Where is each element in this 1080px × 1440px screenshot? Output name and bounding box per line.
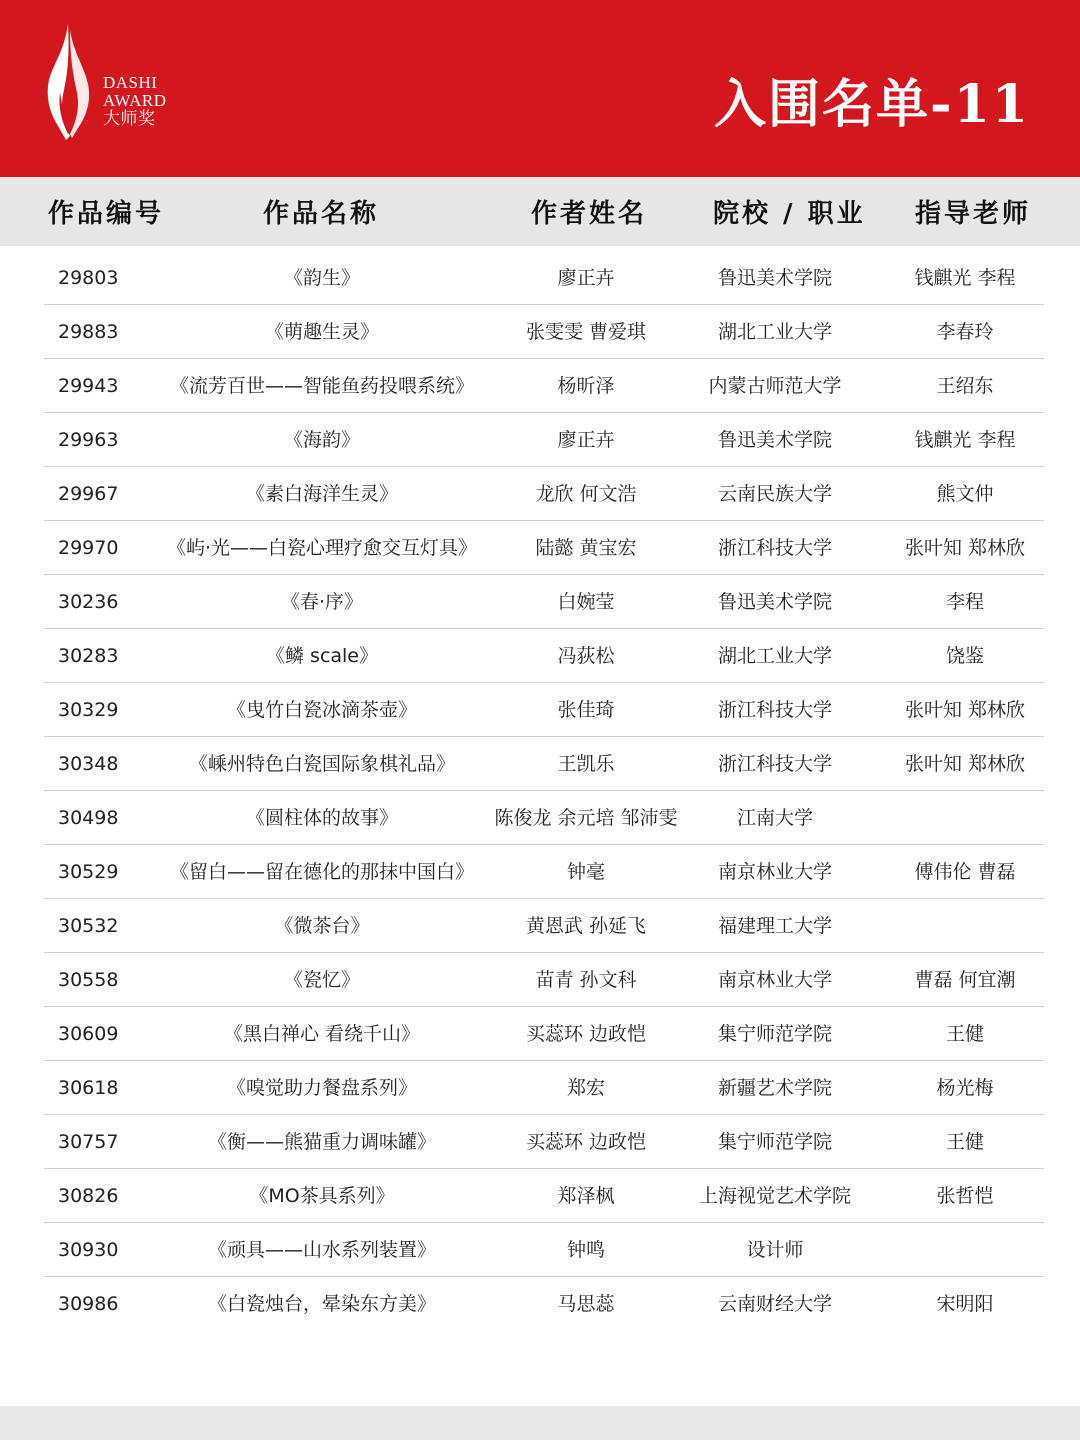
table-row [44,359,1044,413]
table-row [44,467,1044,521]
cell-id: 30558 [58,969,119,991]
cell-author: 张佳琦 [557,699,615,721]
column-header-teacher: 指导老师 [915,199,1032,229]
header-banner [0,0,1080,177]
table-row [44,1007,1044,1061]
cell-name: 《流芳百世——智能鱼药投喂系统》 [169,375,475,397]
cell-id: 30329 [58,699,119,721]
cell-id: 30986 [58,1293,119,1315]
cell-name: 《瓷忆》 [283,969,361,991]
cell-school: 内蒙古师范大学 [708,375,842,397]
column-header-author: 作者姓名 [531,199,648,229]
cell-id: 30348 [58,753,119,775]
cell-id: 30529 [58,861,119,883]
cell-id: 30930 [58,1239,119,1261]
cell-id: 29883 [58,321,119,343]
cell-author: 黄恩武 孙延飞 [525,915,647,937]
cell-name: 《春·序》 [280,591,364,613]
cell-school: 云南财经大学 [717,1293,833,1315]
cell-name: 《屿·光——白瓷心理疗愈交互灯具》 [166,537,478,559]
table-row [44,1169,1044,1223]
cell-teacher: 熊文仲 [936,483,994,505]
cell-school: 集宁师范学院 [717,1131,833,1153]
cell-author: 廖正卉 [557,429,615,451]
cell-name: 《萌趣生灵》 [264,321,380,343]
cell-school: 新疆艺术学院 [717,1077,833,1099]
cell-id: 30532 [58,915,119,937]
cell-name: 《微茶台》 [274,915,370,937]
cell-school: 云南民族大学 [717,483,833,505]
cell-school: 湖北工业大学 [717,645,833,667]
cell-school: 南京林业大学 [717,969,833,991]
cell-name: 《韵生》 [283,267,361,289]
cell-author: 陈俊龙 余元培 邹沛雯 [494,807,678,829]
cell-teacher: 钱麒光 李程 [914,267,1016,289]
cell-name: 《留白——留在德化的那抹中国白》 [169,861,475,883]
cell-school: 鲁迅美术学院 [717,591,833,613]
cell-teacher: 曹磊 何宜潮 [914,969,1016,991]
cell-id: 30826 [58,1185,119,1207]
table-row [44,1115,1044,1169]
cell-id: 29970 [58,537,119,559]
cell-id: 29963 [58,429,119,451]
cell-name: 《白瓷烛台，晕染东方美》 [207,1293,437,1315]
cell-teacher: 王绍东 [936,375,994,397]
table-row [44,521,1044,575]
cell-name: 《衡——熊猫重力调味罐》 [207,1131,437,1153]
cell-id: 30498 [58,807,119,829]
cell-school: 浙江科技大学 [717,753,833,775]
cell-id: 30757 [58,1131,119,1153]
cell-author: 钟鸣 [566,1239,606,1261]
cell-author: 廖正卉 [557,267,615,289]
table-row [44,1223,1044,1277]
table-row [44,251,1044,305]
cell-teacher: 张叶知 郑林欣 [904,699,1026,721]
cell-teacher: 杨光梅 [936,1077,994,1099]
column-header-id: 作品编号 [48,199,165,229]
cell-school: 集宁师范学院 [717,1023,833,1045]
cell-teacher: 钱麒光 李程 [914,429,1016,451]
cell-id: 29803 [58,267,119,289]
cell-school: 浙江科技大学 [717,699,833,721]
cell-author: 钟毫 [566,861,606,883]
cell-name: 《MO茶具系列》 [249,1185,395,1207]
cell-author: 马思蕊 [557,1293,615,1315]
dashi-award-logo-icon [40,22,96,144]
cell-teacher: 王健 [945,1023,985,1045]
cell-teacher: 李春玲 [936,321,994,343]
table-row [44,683,1044,737]
cell-school: 江南大学 [736,807,814,829]
cell-author: 龙欣 何文浩 [535,483,637,505]
cell-id: 29967 [58,483,119,505]
cell-teacher: 宋明阳 [936,1293,994,1315]
brand-line-1: DASHI [103,73,158,92]
cell-author: 冯荻松 [557,645,615,667]
cell-teacher: 张叶知 郑林欣 [904,753,1026,775]
cell-school: 浙江科技大学 [717,537,833,559]
cell-author: 买蕊环 边政恺 [525,1023,647,1045]
page-title: 入围名单-11 [714,74,1030,135]
cell-author: 苗青 孙文科 [535,969,637,991]
cell-teacher: 李程 [945,591,985,613]
table-row [44,791,1044,845]
table-header [0,177,1080,246]
footer-band [0,1406,1080,1440]
cell-school: 设计师 [746,1239,804,1261]
cell-name: 《嗅觉助力餐盘系列》 [226,1077,418,1099]
cell-school: 南京林业大学 [717,861,833,883]
cell-name: 《素白海洋生灵》 [245,483,399,505]
cell-id: 29943 [58,375,119,397]
table-row [44,413,1044,467]
cell-id: 30618 [58,1077,119,1099]
brand-line-2: AWARD [103,91,167,110]
cell-id: 30609 [58,1023,119,1045]
brand-line-3: 大师奖 [103,109,156,129]
cell-author: 白婉莹 [557,591,615,613]
cell-teacher: 张哲恺 [936,1185,994,1207]
cell-author: 买蕊环 边政恺 [525,1131,647,1153]
table-body [44,251,1044,1331]
table-row [44,1277,1044,1331]
column-header-name: 作品名称 [263,199,380,229]
cell-author: 郑泽枫 [557,1185,615,1207]
cell-id: 30283 [58,645,119,667]
table-row [44,575,1044,629]
cell-school: 鲁迅美术学院 [717,429,833,451]
cell-name: 《顽具——山水系列装置》 [207,1239,437,1261]
table-row [44,305,1044,359]
cell-teacher: 傅伟伦 曹磊 [914,861,1016,883]
cell-name: 《嵊州特色白瓷国际象棋礼品》 [188,753,456,775]
cell-name: 《黑白禅心 看绕千山》 [223,1023,421,1045]
cell-name: 《曳竹白瓷冰滴茶壶》 [226,699,418,721]
cell-school: 鲁迅美术学院 [717,267,833,289]
cell-author: 王凯乐 [557,753,615,775]
cell-author: 张雯雯 曹爱琪 [525,321,647,343]
cell-school: 湖北工业大学 [717,321,833,343]
cell-teacher: 饶鉴 [945,645,985,667]
table-row [44,737,1044,791]
cell-name: 《圆柱体的故事》 [245,807,399,829]
cell-name: 《海韵》 [283,429,361,451]
cell-author: 陆懿 黄宝宏 [535,537,637,559]
cell-author: 杨昕泽 [557,375,615,397]
cell-school: 福建理工大学 [717,915,833,937]
table-row [44,953,1044,1007]
cell-teacher: 王健 [945,1131,985,1153]
cell-name: 《鳞 scale》 [266,645,378,667]
column-header-school: 院校 / 职业 [713,199,866,229]
brand-wordmark [103,74,166,128]
cell-author: 郑宏 [566,1077,606,1099]
table-row [44,845,1044,899]
cell-teacher: 张叶知 郑林欣 [904,537,1026,559]
cell-school: 上海视觉艺术学院 [698,1185,852,1207]
table-row [44,629,1044,683]
table-row [44,1061,1044,1115]
cell-id: 30236 [58,591,119,613]
table-row [44,899,1044,953]
